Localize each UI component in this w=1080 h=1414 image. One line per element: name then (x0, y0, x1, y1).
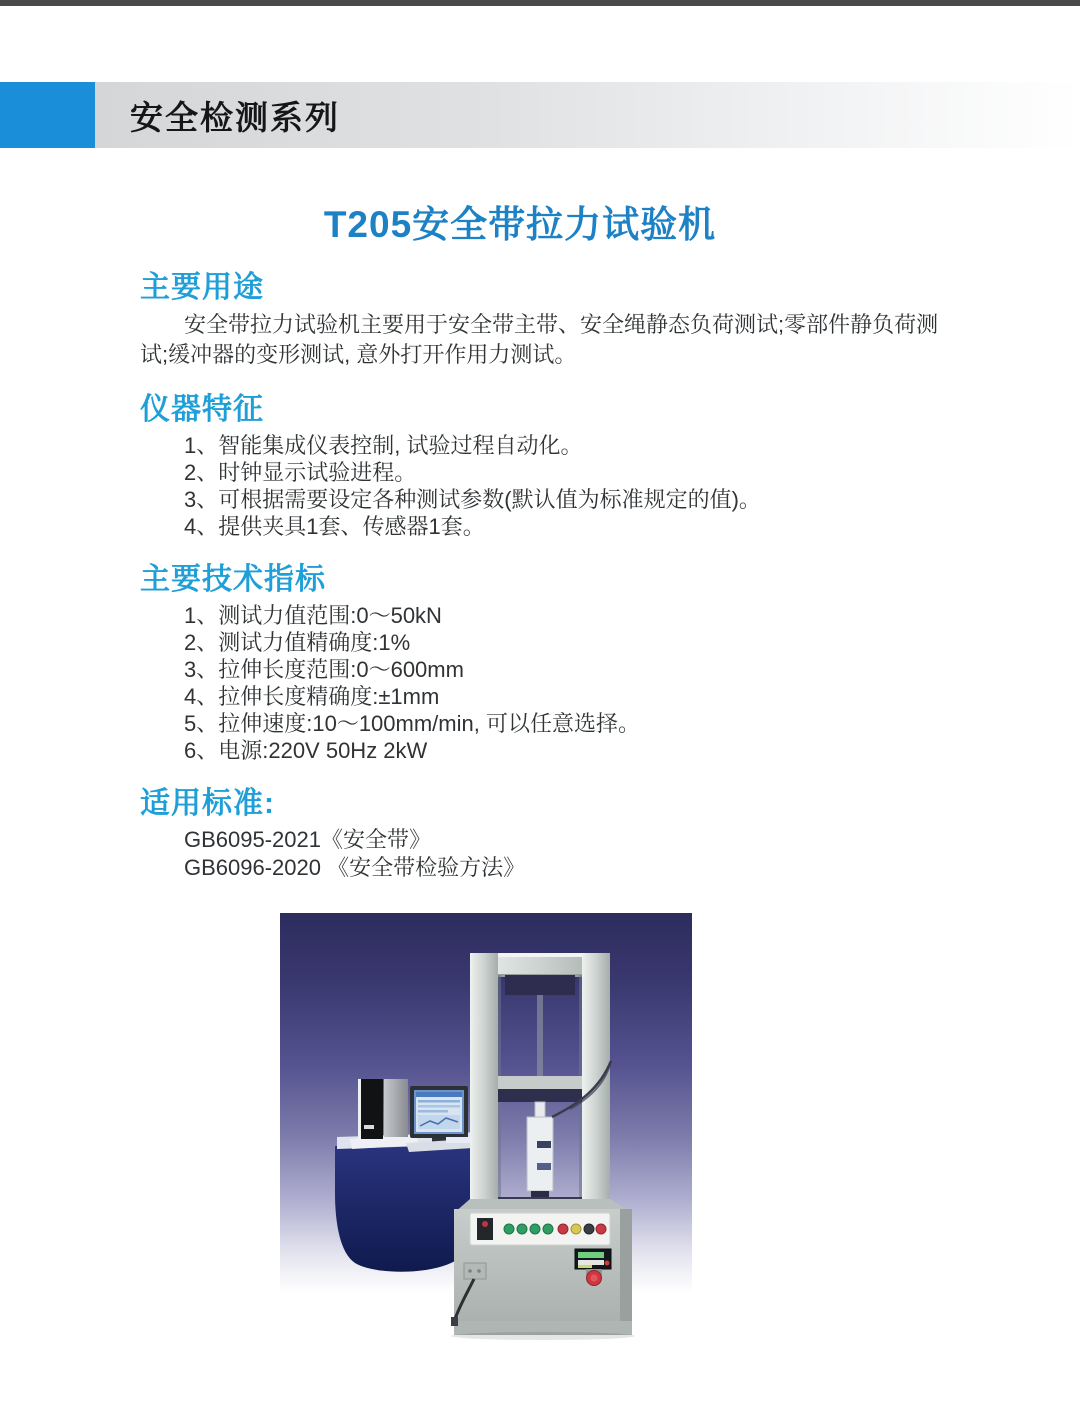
upper-grip-housing (505, 975, 575, 995)
series-accent-block (0, 82, 95, 148)
button-red-1 (558, 1224, 568, 1234)
series-title: 安全检测系列 (130, 98, 340, 136)
emergency-stop-button (586, 1269, 602, 1286)
list-item: GB6095-2021《安全带》 (184, 827, 431, 852)
crosshead-slot (498, 1089, 582, 1102)
usage-paragraph: 安全带拉力试验机主要用于安全带主带、安全绳静态负荷测试;零部件静负荷测试;缓冲器的变形测试, 意外打开作用力测试。 (140, 312, 939, 367)
section-features (140, 384, 952, 540)
specs-list (140, 602, 952, 764)
button-red-2 (596, 1224, 606, 1234)
control-panel (470, 1213, 610, 1245)
list-item: 4、提供夹具1套、传感器1套。 (184, 514, 485, 539)
section-standards (140, 778, 952, 882)
crosshead-beam (498, 1076, 582, 1089)
features-list (140, 432, 952, 540)
monitor (410, 1086, 468, 1143)
frame-right-column (582, 953, 610, 1206)
list-item: 1、测试力值范围:0～50kN (184, 603, 442, 628)
tensile-testing-machine-illustration (280, 913, 692, 1340)
list-item: GB6096-2020 《安全带检验方法》 (184, 855, 526, 880)
series-band-background (95, 82, 1080, 148)
guide-rod (537, 995, 543, 1076)
product-photo (280, 913, 692, 1340)
digital-indicator (575, 1249, 611, 1269)
side-access-panel (464, 1263, 486, 1279)
standards-heading: 适用标准: (140, 787, 275, 820)
button-yellow (571, 1224, 581, 1234)
section-usage (140, 262, 952, 370)
button-green-1 (504, 1224, 514, 1234)
button-green-4 (543, 1224, 553, 1234)
product-title: T205安全带拉力试验机 (323, 204, 717, 245)
list-item: 3、拉伸长度范围:0～600mm (184, 657, 464, 682)
list-item: 2、测试力值精确度:1% (184, 630, 411, 655)
computer-tower-silver (384, 1079, 408, 1137)
list-item: 6、电源:220V 50Hz 2kW (184, 738, 428, 763)
list-item: 4、拉伸长度精确度:±1mm (184, 684, 440, 709)
specs-heading: 主要技术指标 (140, 563, 326, 596)
frame-left-column (470, 953, 498, 1206)
top-accent-bar (0, 0, 1080, 6)
computer-tower-black (358, 1079, 383, 1139)
button-dark (584, 1224, 594, 1234)
list-item: 5、拉伸速度:10～100mm/min, 可以任意选择。 (184, 711, 640, 736)
button-green-3 (530, 1224, 540, 1234)
list-item: 2、时钟显示试验进程。 (184, 460, 417, 485)
list-item: 3、可根据需要设定各种测试参数(默认值为标准规定的值)。 (184, 487, 761, 512)
section-specs (140, 554, 952, 764)
standards-list (140, 826, 952, 882)
testing-machine (451, 953, 635, 1340)
series-header-band (0, 82, 1080, 148)
usage-heading: 主要用途 (140, 271, 264, 304)
button-green-2 (517, 1224, 527, 1234)
features-heading: 仪器特征 (140, 393, 264, 426)
list-item: 1、智能集成仪表控制, 试验过程自动化。 (184, 433, 583, 458)
